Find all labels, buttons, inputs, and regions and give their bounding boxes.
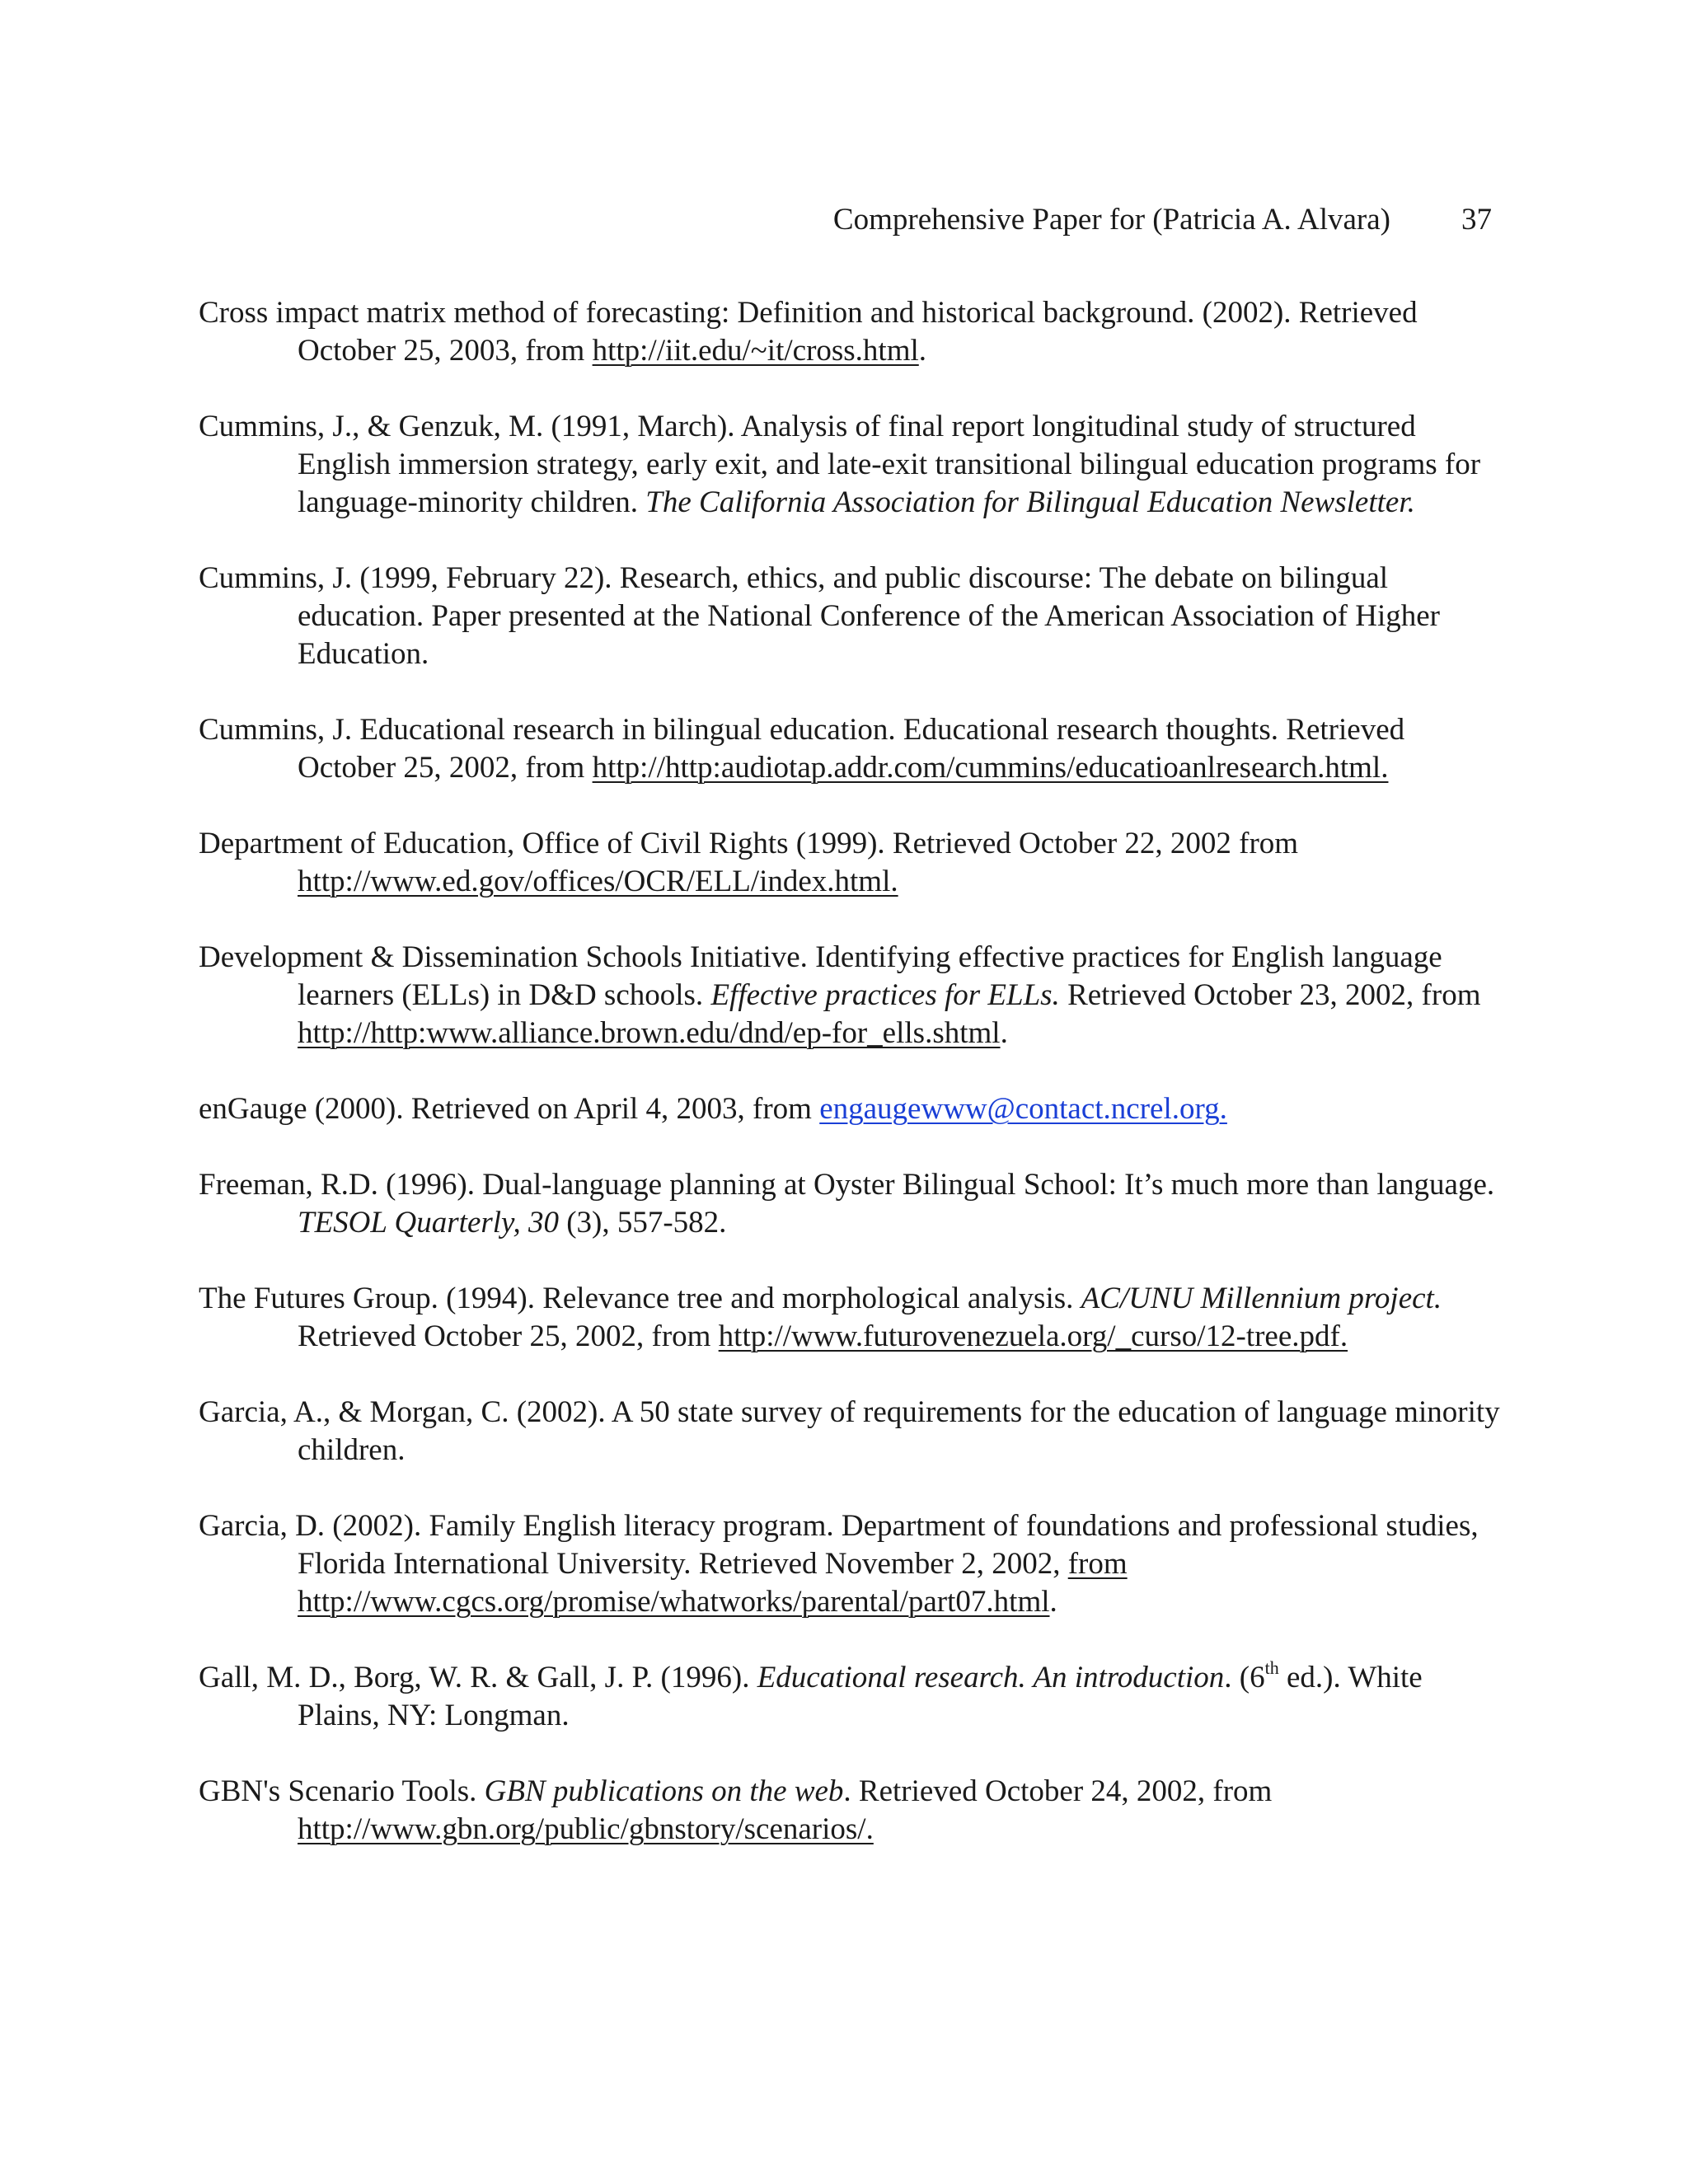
- reference-text: (3), 557-582.: [558, 1206, 727, 1240]
- reference-text: Cummins, J. (1999, February 22). Research, ethics, and public discourse: The debate on bilingual education. Paper presented at the National Conference of the American Association of Higher Education.: [199, 561, 1440, 671]
- reference-url[interactable]: http://iit.edu/~it/cross.html: [592, 334, 919, 368]
- reference-text: .: [1049, 1585, 1057, 1619]
- reference-source-title: AC/UNU Millennium project.: [1081, 1282, 1442, 1315]
- reference-url[interactable]: http://www.futurovenezuela.org/_curso/12-tree.pdf.: [718, 1319, 1348, 1353]
- header-title: Comprehensive Paper for (Patricia A. Alvara): [832, 203, 1390, 237]
- reference-url[interactable]: http://http:audiotap.addr.com/cummins/educatioanlresearch.html.: [592, 751, 1389, 785]
- reference-text: . (6: [1224, 1661, 1265, 1694]
- reference-source-title: GBN publications on the web: [484, 1774, 844, 1808]
- reference-entry: [199, 1773, 1501, 1849]
- reference-entry: [199, 560, 1501, 673]
- reference-entry: [199, 1090, 1501, 1128]
- reference-text: Department of Education, Office of Civil Rights (1999). Retrieved October 22, 2002 from: [199, 827, 1299, 860]
- reference-text: Retrieved October 23, 2002, from: [1059, 978, 1481, 1012]
- reference-text: Gall, M. D., Borg, W. R. & Gall, J. P. (1996).: [199, 1661, 757, 1694]
- reference-source-title: Effective practices for ELLs.: [710, 978, 1060, 1012]
- reference-entry: [199, 1659, 1501, 1735]
- reference-source-title: The California Association for Bilingual Education Newsletter.: [645, 485, 1415, 519]
- reference-url[interactable]: http://http:www.alliance.brown.edu/dnd/ep-for_ells.shtml: [298, 1016, 1001, 1050]
- reference-text: Garcia, A., & Morgan, C. (2002). A 50 state survey of requirements for the education of language minority children.: [199, 1395, 1500, 1467]
- reference-text: Freeman, R.D. (1996). Dual-language planning at Oyster Bilingual School: It’s much more than language.: [199, 1168, 1495, 1202]
- reference-entry: [199, 294, 1501, 370]
- reference-source-title: TESOL Quarterly, 30: [298, 1206, 559, 1240]
- reference-text: enGauge (2000). Retrieved on April 4, 2003, from: [199, 1092, 820, 1126]
- reference-text: Garcia, D. (2002). Family English literacy program. Department of foundations and professional studies, Florida International University. Retrieved November 2, 2002,: [199, 1509, 1479, 1581]
- page-number: 37: [1461, 203, 1492, 237]
- reference-text: Development & Dissemination Schools Initiative. Identifying effective practices for English language learners (ELLs) in D&D schools.: [199, 940, 1442, 1012]
- reference-text: Retrieved October 25, 2002, from: [298, 1319, 719, 1353]
- reference-text: .: [1000, 1016, 1008, 1050]
- reference-entry: [199, 939, 1501, 1052]
- reference-text: The Futures Group. (1994). Relevance tree and morphological analysis.: [199, 1282, 1081, 1315]
- reference-text: .: [918, 334, 927, 368]
- reference-url[interactable]: http://www.gbn.org/public/gbnstory/scenarios/.: [298, 1812, 874, 1846]
- reference-entry: [199, 408, 1501, 522]
- reference-list: [199, 294, 1501, 1886]
- reference-entry: [199, 1280, 1501, 1356]
- reference-text: Cummins, J., & Genzuk, M. (1991, March). Analysis of final report longitudinal study of structured English immersion strategy, early exit, and late-exit transitional bilingual education programs for language-minority children.: [199, 410, 1481, 519]
- reference-text: ed.). White Plains, NY: Longman.: [298, 1661, 1423, 1732]
- reference-text: Cross impact matrix method of forecasting: Definition and historical background. (2002). Retrieved October 25, 2003, from: [199, 296, 1418, 368]
- reference-entry: [199, 825, 1501, 901]
- reference-url[interactable]: http://www.ed.gov/offices/OCR/ELL/index.html.: [298, 865, 898, 898]
- reference-email-link[interactable]: engaugewww@contact.ncrel.org.: [819, 1092, 1227, 1126]
- reference-source-title: Educational research. An introduction: [757, 1661, 1225, 1694]
- reference-url[interactable]: from http://www.cgcs.org/promise/whatworks/parental/part07.html: [298, 1547, 1128, 1619]
- reference-text: Cummins, J. Educational research in bilingual education. Educational research thoughts. Retrieved October 25, 2002, from: [199, 713, 1405, 785]
- superscript: th: [1264, 1657, 1279, 1678]
- reference-entry: [199, 1507, 1501, 1621]
- reference-text: . Retrieved October 24, 2002, from: [843, 1774, 1273, 1808]
- reference-entry: [199, 711, 1501, 787]
- reference-entry: [199, 1394, 1501, 1469]
- reference-text: GBN's Scenario Tools.: [199, 1774, 485, 1808]
- reference-entry: [199, 1166, 1501, 1242]
- running-header: [198, 199, 1492, 241]
